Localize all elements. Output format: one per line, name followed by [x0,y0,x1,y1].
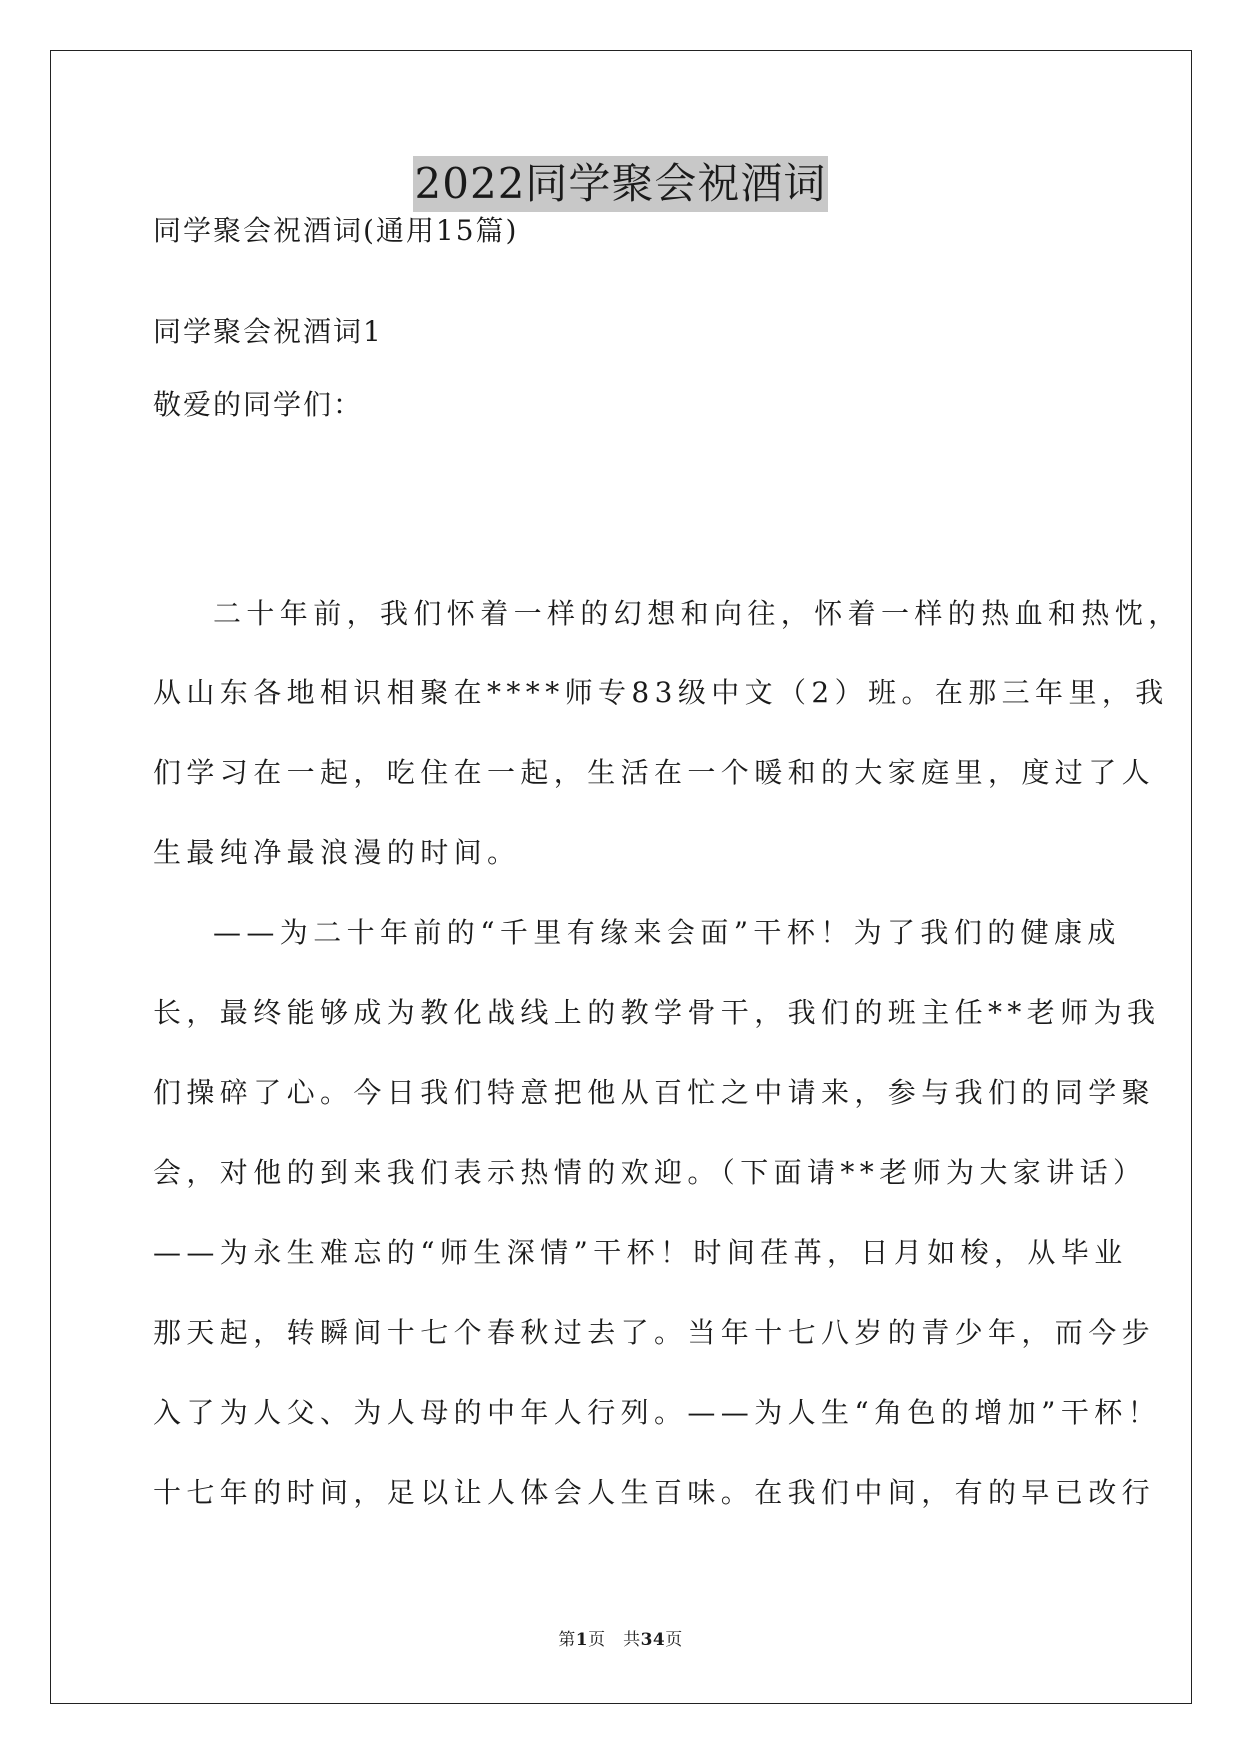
paragraph-line: 从山东各地相识相聚在****师专83级中文（2）班。在那三年里，我 [153,676,1169,709]
footer-total-pages: 34 [640,1630,666,1650]
paragraph-line: 二十年前，我们怀着一样的幻想和向往，怀着一样的热血和热忱， [213,597,1182,630]
paragraph-line: ——为永生难忘的“师生深情”干杯！时间荏苒，日月如梭，从毕业 [153,1236,1128,1269]
paragraph-line: 那天起，转瞬间十七个春秋过去了。当年十七八岁的青少年，而今步 [153,1316,1156,1349]
paragraph-line: ——为二十年前的“千里有缘来会面”干杯！为了我们的健康成 [213,916,1121,949]
title-container [0,156,1241,212]
footer-suffix: 页 [665,1630,683,1650]
document-title: 2022同学聚会祝酒词 [413,156,829,212]
salutation: 敬爱的同学们： [153,388,364,421]
footer-page-number: 1 [575,1630,589,1650]
paragraph-line: 们操碎了心。今日我们特意把他从百忙之中请来，参与我们的同学聚 [153,1076,1156,1109]
paragraph-line: 们学习在一起，吃住在一起，生活在一个暖和的大家庭里，度过了人 [153,756,1156,789]
footer-middle: 页 共 [588,1630,641,1650]
footer-prefix: 第 [558,1630,576,1650]
section-heading: 同学聚会祝酒词1 [153,315,383,348]
paragraph-line: 十七年的时间，足以让人体会人生百味。在我们中间，有的早已改行 [153,1476,1156,1509]
paragraph-line: 长，最终能够成为教化战线上的教学骨干，我们的班主任**老师为我 [153,996,1161,1029]
page-footer [0,1628,1241,1652]
paragraph-line: 生最纯净最浪漫的时间。 [153,836,521,869]
paragraph-line: 入了为人父、为人母的中年人行列。——为人生“角色的增加”干杯！ [153,1396,1162,1429]
paragraph-line: 会，对他的到来我们表示热情的欢迎。（下面请**老师为大家讲话） [153,1156,1147,1189]
page-border [50,50,1192,1704]
document-subtitle: 同学聚会祝酒词(通用15篇) [153,214,519,247]
